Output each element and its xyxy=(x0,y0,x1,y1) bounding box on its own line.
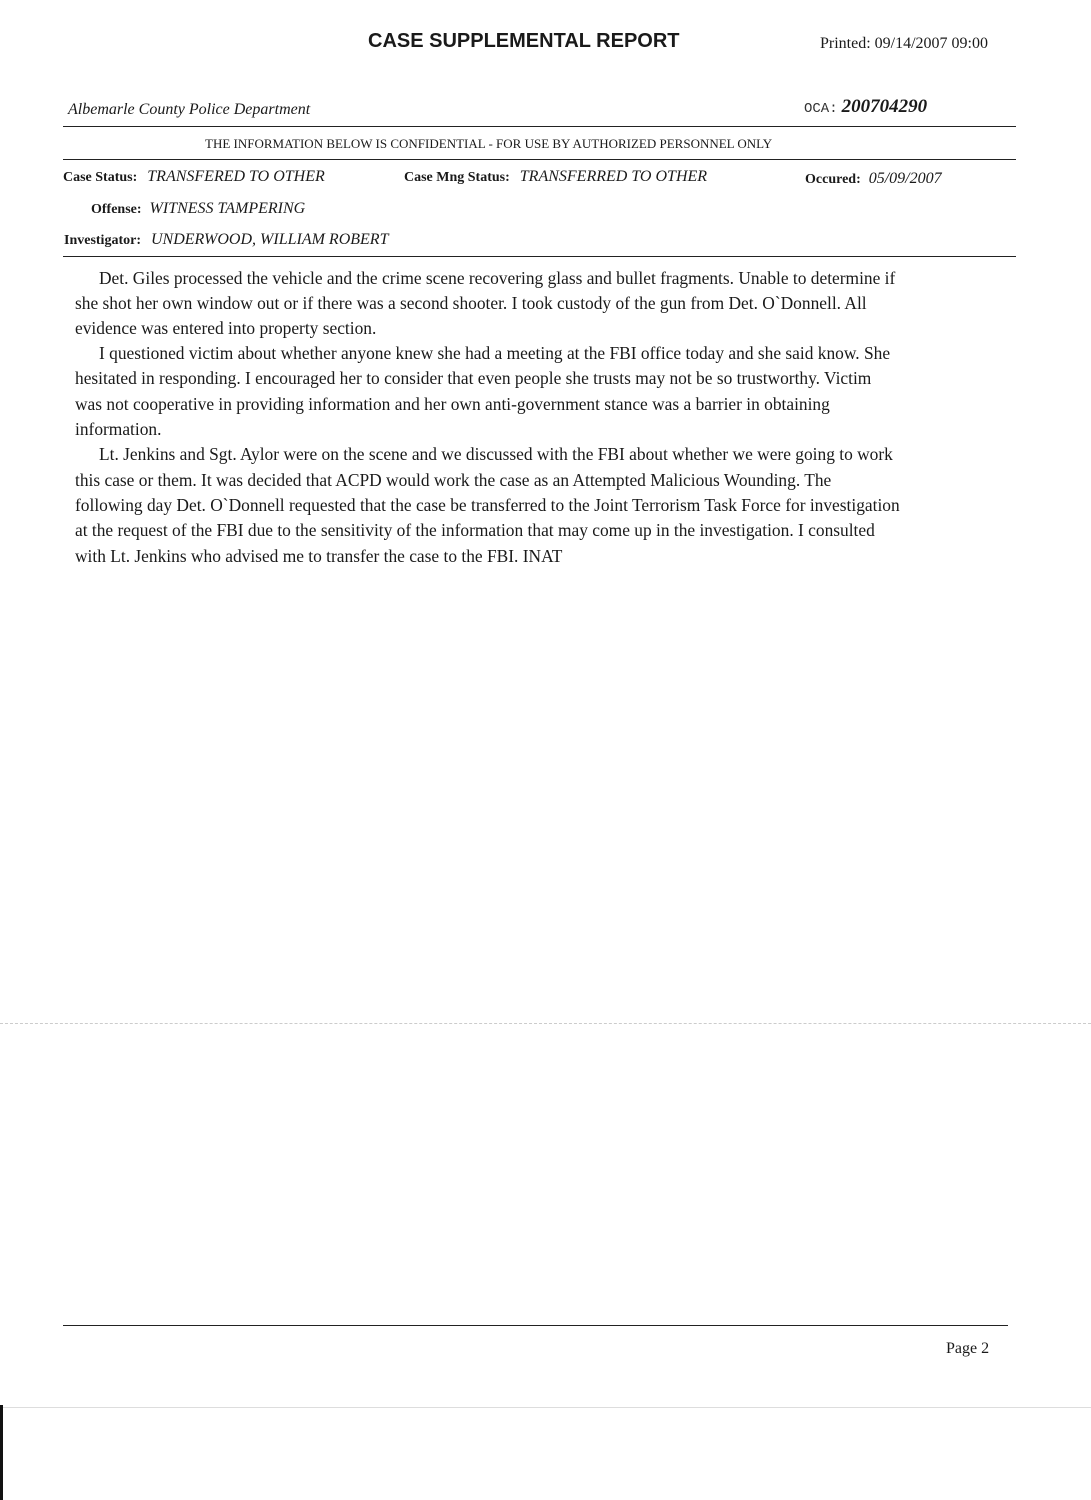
occured-value: 05/09/2007 xyxy=(868,170,942,187)
scan-edge xyxy=(0,1405,3,1500)
oca-label: OCA: xyxy=(804,101,838,117)
offense-field xyxy=(91,200,305,218)
case-mng-status-label: Case Mng Status: xyxy=(404,170,510,185)
divider xyxy=(63,126,1016,127)
investigator-field xyxy=(64,231,388,249)
narrative-line: she shot her own window out or if there was a second shooter. I took custody of the gun from Det. O`Donnell. All xyxy=(75,293,867,313)
oca-value: 200704290 xyxy=(841,96,928,117)
case-status-value: TRANSFERED TO OTHER xyxy=(147,168,325,185)
department-name: Albemarle County Police Department xyxy=(68,101,311,118)
occured-label: Occured: xyxy=(805,172,861,187)
case-status-field xyxy=(63,168,325,186)
narrative-line: hesitated in responding. I encouraged her to consider that even people she trusts may not be so trustworthy. Victim xyxy=(75,368,872,388)
scan-artifact-line xyxy=(0,1023,1091,1024)
divider xyxy=(63,159,1016,160)
report-title: CASE SUPPLEMENTAL REPORT xyxy=(368,30,680,52)
narrative-line: I questioned victim about whether anyone knew she had a meeting at the FBI office today and she said know. She xyxy=(99,343,891,363)
divider xyxy=(63,256,1016,257)
narrative-line: was not cooperative in providing information and her own anti-government stance was a barrier in obtaining xyxy=(75,394,830,414)
narrative-line: information. xyxy=(75,419,162,439)
offense-label: Offense: xyxy=(91,202,142,217)
narrative-line: Det. Giles processed the vehicle and the crime scene recovering glass and bullet fragments. Unable to determine if xyxy=(99,268,896,288)
narrative-line: following day Det. O`Donnell requested that the case be transferred to the Joint Terrorism Task Force for investigation xyxy=(75,495,900,515)
investigator-value: UNDERWOOD, WILLIAM ROBERT xyxy=(151,231,389,248)
narrative-line: at the request of the FBI due to the sensitivity of the information that may come up in the investigation. I consulted xyxy=(75,520,875,540)
page-number: Page 2 xyxy=(946,1340,990,1357)
offense-value: WITNESS TAMPERING xyxy=(149,200,306,217)
narrative-line: Lt. Jenkins and Sgt. Aylor were on the scene and we discussed with the FBI about whether we were going to work xyxy=(99,444,893,464)
occured-field xyxy=(805,170,942,188)
narrative-line: evidence was entered into property section. xyxy=(75,318,377,338)
footer-divider xyxy=(63,1325,1008,1326)
oca-number xyxy=(804,96,927,118)
case-status-label: Case Status: xyxy=(63,170,138,185)
case-mng-status-value: TRANSFERRED TO OTHER xyxy=(519,168,708,185)
narrative-line: with Lt. Jenkins who advised me to transfer the case to the FBI. INAT xyxy=(75,546,563,566)
case-mng-status-field xyxy=(404,168,707,186)
investigator-label: Investigator: xyxy=(64,233,141,248)
printed-timestamp: Printed: 09/14/2007 09:00 xyxy=(820,35,988,52)
confidential-notice: THE INFORMATION BELOW IS CONFIDENTIAL - FOR USE BY AUTHORIZED PERSONNEL ONLY xyxy=(205,136,773,151)
narrative-line: this case or them. It was decided that ACPD would work the case as an Attempted Malicious Wounding. The xyxy=(75,470,832,490)
page-edge-line xyxy=(0,1407,1091,1408)
